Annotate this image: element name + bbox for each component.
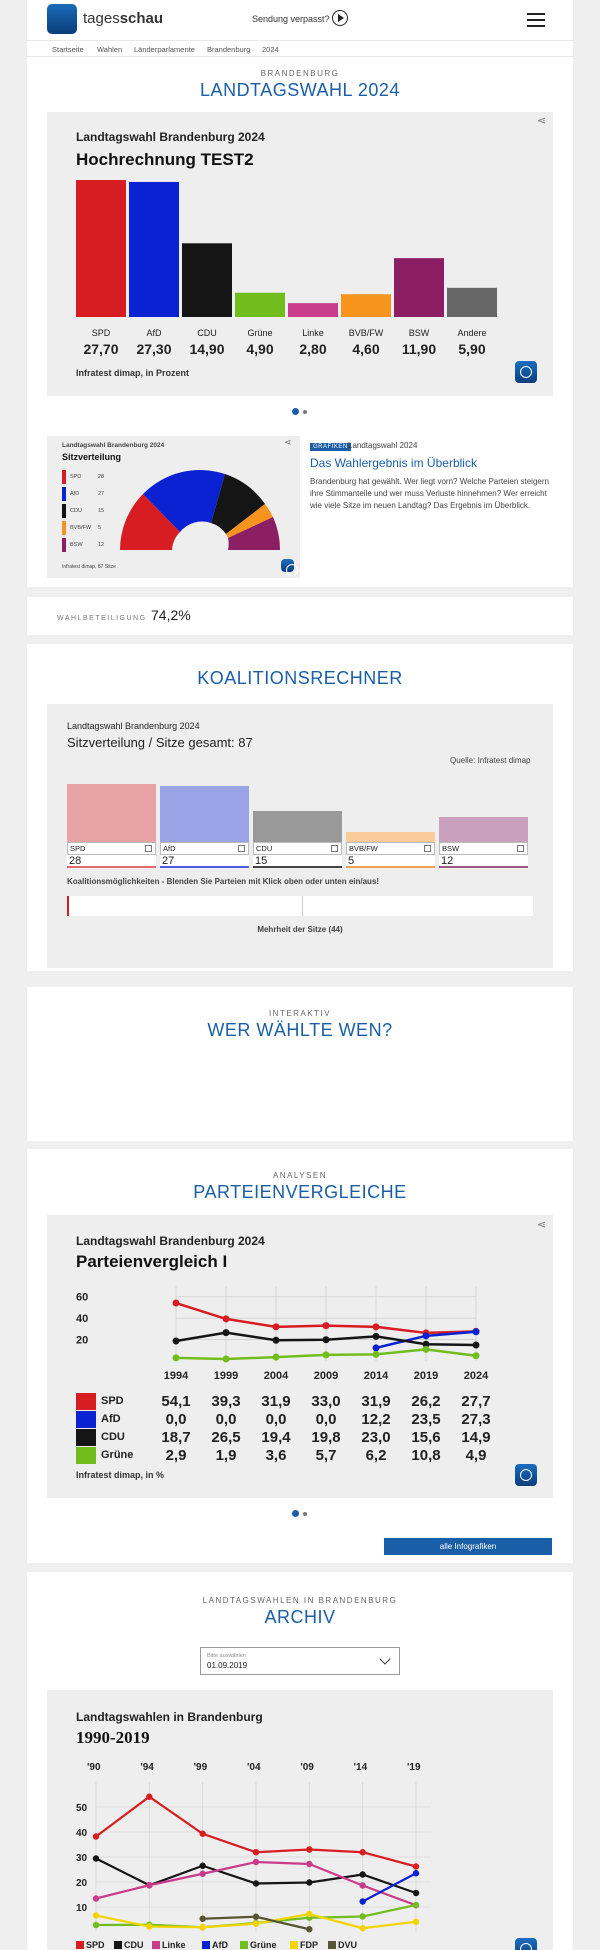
legend-seats: 28	[98, 474, 105, 480]
checkbox-icon[interactable]	[145, 845, 152, 852]
share-icon[interactable]: ⋖	[537, 115, 547, 127]
data-point	[323, 1351, 330, 1358]
mini-source: Infratest dimap, 87 Sitze	[62, 564, 116, 570]
x-tick-label: '14	[353, 1762, 368, 1773]
header	[27, 0, 573, 40]
bar-value: 27,70	[83, 341, 119, 357]
card-subtitle: Hochrechnung TEST2	[76, 150, 254, 169]
data-point	[273, 1337, 280, 1344]
bar-label: AfD	[146, 328, 162, 338]
data-point	[253, 1859, 259, 1865]
bar-BSW	[394, 258, 444, 317]
table-value: 3,6	[265, 1447, 287, 1464]
data-point	[146, 1794, 152, 1800]
coalition-party-toggle[interactable]	[253, 842, 342, 855]
turnout-value: 74,2%	[151, 607, 191, 623]
chart-source: Infratest dimap, in Prozent	[76, 368, 190, 378]
legend-party: BSW	[70, 542, 83, 548]
legend-party: SPD	[70, 474, 82, 480]
coalition-hint: Koalitionsmöglichkeiten - Blenden Sie Parteien mit Klick oben oder unten ein/aus!	[67, 877, 380, 886]
card-subtitle: 1990-2019	[76, 1728, 150, 1747]
play-icon[interactable]	[332, 10, 348, 26]
legend-swatch	[62, 521, 66, 535]
data-point	[306, 1846, 312, 1852]
legend-swatch	[240, 1941, 248, 1949]
table-value: 54,1	[161, 1393, 191, 1410]
bar-label: BVB/FW	[348, 328, 384, 338]
table-value: 5,7	[315, 1447, 337, 1464]
data-point	[473, 1328, 480, 1335]
data-point	[199, 1916, 205, 1922]
x-tick-label: '04	[247, 1762, 261, 1773]
table-value: 27,7	[461, 1393, 491, 1410]
bar-value: 4,90	[246, 341, 274, 357]
y-tick-label: 20	[76, 1334, 89, 1347]
coalition-party-toggle[interactable]	[160, 842, 249, 855]
x-tick-label: '19	[407, 1762, 421, 1773]
coalition-party-label: AfD	[163, 844, 176, 853]
table-value: 27,3	[461, 1411, 491, 1428]
legend-label: Grüne	[250, 1940, 277, 1950]
table-value: 0,0	[315, 1411, 337, 1428]
bar-value: 27,30	[136, 341, 172, 357]
coalition-seat-value: 27	[160, 855, 249, 868]
data-point	[223, 1315, 230, 1322]
series-swatch	[76, 1429, 96, 1446]
data-point	[173, 1337, 180, 1344]
bar-value: 5,90	[458, 341, 486, 357]
data-point	[473, 1352, 480, 1359]
table-value: 0,0	[165, 1411, 187, 1428]
section-title: PARTEIENVERGLEICHE	[193, 1182, 407, 1202]
legend-swatch	[202, 1941, 210, 1949]
card-title: Landtagswahl Brandenburg 2024	[76, 130, 265, 144]
mini-title: Landtagswahl Brandenburg 2024	[62, 442, 165, 449]
data-point	[146, 1923, 152, 1929]
series-swatch	[76, 1447, 96, 1464]
y-tick-label: 60	[76, 1291, 89, 1304]
coalition-seat-value: 28	[67, 855, 156, 868]
breadcrumb-item[interactable]: Startseite	[52, 45, 84, 54]
table-value: 4,9	[465, 1447, 487, 1464]
bar-value: 4,60	[352, 341, 380, 357]
table-value: 19,4	[261, 1429, 291, 1446]
data-point	[306, 1911, 312, 1917]
table-value: 18,7	[161, 1429, 191, 1446]
bar-BVB/FW	[341, 294, 391, 317]
data-point	[373, 1351, 380, 1358]
teaser-tag: GRAFIKEN	[310, 443, 351, 451]
comparison-line-chart	[76, 1286, 516, 1376]
section-title: LANDTAGSWAHL 2024	[200, 80, 400, 100]
legend-label: FDP	[300, 1940, 318, 1950]
data-point	[273, 1323, 280, 1330]
card-title: Landtagswahl Brandenburg 2024	[67, 721, 200, 731]
series-name: SPD	[101, 1395, 124, 1407]
section-kicker: LANDTAGSWAHLEN IN BRANDENBURG	[202, 1596, 398, 1605]
bar-Grüne	[235, 293, 285, 317]
section-title: KOALITIONSRECHNER	[197, 668, 403, 688]
x-tick-label: '90	[87, 1762, 101, 1773]
share-icon[interactable]: ⋖	[537, 1219, 547, 1231]
x-tick-label: '09	[300, 1762, 314, 1773]
card-title: Landtagswahl Brandenburg 2024	[76, 1234, 265, 1248]
data-point	[93, 1895, 99, 1901]
legend-label: AfD	[212, 1940, 228, 1950]
table-value: 0,0	[265, 1411, 287, 1428]
data-point	[423, 1346, 430, 1353]
coalition-source: Quelle: Infratest dimap	[450, 756, 531, 765]
y-tick-label: 50	[76, 1803, 88, 1814]
coalition-party-label: BSW	[442, 844, 460, 853]
legend-swatch	[114, 1941, 122, 1949]
table-value: 26,5	[211, 1429, 241, 1446]
x-tick-label: 1999	[213, 1370, 239, 1382]
section-kicker: INTERAKTIV	[268, 1009, 332, 1018]
date-select[interactable]	[200, 1647, 400, 1675]
section-kicker: ANALYSEN	[272, 1171, 328, 1180]
table-value: 14,9	[461, 1429, 491, 1446]
mini-subtitle: Sitzverteilung	[62, 452, 122, 462]
tagesschau-badge-icon	[281, 559, 294, 572]
bar-Linke	[288, 303, 338, 317]
data-point	[306, 1926, 312, 1932]
series-swatch	[76, 1393, 96, 1410]
data-point	[323, 1322, 330, 1329]
table-value: 23,5	[411, 1411, 441, 1428]
coalition-party-label: SPD	[70, 844, 86, 853]
section-kicker: BRANDENBURG	[260, 69, 340, 78]
data-point	[413, 1902, 419, 1908]
teaser-headline[interactable]: Das Wahlergebnis im Überblick	[310, 456, 477, 470]
table-value: 12,2	[361, 1411, 391, 1428]
data-point	[93, 1922, 99, 1928]
data-point	[413, 1890, 419, 1896]
missed-link[interactable]: Sendung verpasst?	[252, 14, 330, 24]
coalition-bar-AfD	[160, 786, 249, 842]
data-point	[306, 1861, 312, 1867]
table-value: 23,0	[361, 1429, 391, 1446]
data-point	[413, 1863, 419, 1869]
series-swatch	[76, 1411, 96, 1428]
table-value: 0,0	[215, 1411, 237, 1428]
data-point	[253, 1914, 259, 1920]
legend-swatch	[328, 1941, 336, 1949]
table-value: 2,9	[165, 1447, 187, 1464]
coalition-bar-BSW	[439, 817, 528, 842]
data-point	[473, 1342, 480, 1349]
data-point	[373, 1344, 380, 1351]
series-name: AfD	[101, 1413, 121, 1425]
legend-swatch	[152, 1941, 160, 1949]
data-point	[199, 1863, 205, 1869]
majority-label: Mehrheit der Sitze (44)	[257, 925, 343, 934]
data-point	[199, 1831, 205, 1837]
data-point	[423, 1332, 430, 1339]
data-point	[93, 1912, 99, 1918]
coalition-seat-value: 5	[346, 855, 435, 868]
table-value: 31,9	[261, 1393, 291, 1410]
data-point	[173, 1354, 180, 1361]
data-point	[373, 1323, 380, 1330]
chevron-down-icon	[379, 1653, 390, 1664]
section-title: ARCHIV	[264, 1607, 336, 1627]
table-value: 26,2	[411, 1393, 441, 1410]
legend-swatch	[76, 1941, 84, 1949]
table-value: 19,8	[311, 1429, 341, 1446]
data-point	[359, 1898, 365, 1904]
checkbox-icon[interactable]	[517, 845, 524, 852]
bar-SPD	[76, 180, 126, 317]
data-point	[359, 1882, 365, 1888]
table-value: 39,3	[211, 1393, 241, 1410]
data-point	[93, 1833, 99, 1839]
data-point	[253, 1921, 259, 1927]
section-title: WER WÄHLTE WEN?	[207, 1020, 393, 1040]
bar-CDU	[182, 243, 232, 317]
x-tick-label: 2019	[413, 1370, 439, 1382]
data-point	[373, 1333, 380, 1340]
checkbox-icon[interactable]	[238, 845, 245, 852]
y-tick-label: 40	[76, 1313, 89, 1326]
coalition-bar-BVB/FW	[346, 832, 435, 842]
legend-label: Linke	[162, 1940, 186, 1950]
tagesschau-logo-icon[interactable]	[47, 4, 77, 34]
carousel-dot-active[interactable]	[292, 408, 299, 415]
x-tick-label: 2009	[313, 1370, 339, 1382]
legend-swatch	[62, 487, 66, 501]
card-subtitle: Parteienvergleich I	[76, 1252, 228, 1271]
bar-Andere	[447, 288, 497, 317]
bar-label: SPD	[91, 328, 111, 338]
y-tick-label: 30	[76, 1853, 88, 1864]
data-point	[359, 1871, 365, 1877]
bar-value: 14,90	[189, 341, 225, 357]
coalition-party-label: CDU	[256, 844, 273, 853]
chart-source: Infratest dimap, in %	[76, 1470, 165, 1480]
legend-party: CDU	[70, 508, 82, 514]
coalition-party-label: BVB/FW	[349, 844, 378, 853]
carousel-dot[interactable]	[303, 1512, 307, 1516]
table-value: 1,9	[215, 1447, 237, 1464]
coalition-result-bar[interactable]	[67, 896, 533, 916]
legend-label: CDU	[124, 1940, 144, 1950]
coalition-party-toggle[interactable]	[439, 842, 528, 855]
data-point	[413, 1870, 419, 1876]
legend-party: BVB/FW	[70, 525, 92, 531]
coalition-seat-value: 15	[253, 855, 342, 868]
legend-swatch	[290, 1941, 298, 1949]
tagesschau-badge-icon	[515, 1938, 537, 1950]
breadcrumb-item[interactable]: Wahlen	[97, 45, 123, 54]
x-tick-label: 2004	[263, 1370, 289, 1382]
breadcrumb-item[interactable]: 2024	[262, 45, 279, 54]
data-point	[273, 1354, 280, 1361]
brand-name[interactable]: tagesschau	[83, 10, 164, 27]
data-point	[199, 1871, 205, 1877]
bar-label: Andere	[457, 328, 487, 338]
card-subtitle: Sitzverteilung / Sitze gesamt: 87	[67, 735, 253, 750]
checkbox-icon[interactable]	[331, 845, 338, 852]
all-infographics-button[interactable]: alle Infografiken	[384, 1538, 552, 1555]
data-point	[173, 1300, 180, 1307]
coalition-seat-value: 12	[439, 855, 528, 868]
series-name: CDU	[101, 1431, 125, 1443]
bar-label: Grüne	[247, 328, 273, 338]
bar-AfD	[129, 182, 179, 317]
x-tick-label: 2024	[463, 1370, 489, 1382]
data-point	[306, 1879, 312, 1885]
bar-value: 2,80	[299, 341, 327, 357]
table-value: 33,0	[311, 1393, 341, 1410]
legend-seats: 27	[98, 491, 105, 497]
tagesschau-badge-icon	[515, 1464, 537, 1486]
data-point	[223, 1355, 230, 1362]
legend-swatch	[62, 470, 66, 484]
data-point	[323, 1336, 330, 1343]
legend-label: SPD	[86, 1940, 105, 1950]
select-value: 01.09.2019	[207, 1661, 248, 1670]
coalition-party-toggle[interactable]	[346, 842, 435, 855]
data-point	[359, 1849, 365, 1855]
coalition-party-toggle[interactable]	[67, 842, 156, 855]
data-point	[359, 1925, 365, 1931]
breadcrumb-item[interactable]: Brandenburg	[207, 45, 251, 54]
coalition-bar-CDU	[253, 811, 342, 842]
data-point	[199, 1924, 205, 1930]
turnout-label: WAHLBETEILIGUNG	[57, 615, 147, 622]
data-point	[223, 1329, 230, 1336]
legend-seats: 12	[98, 542, 105, 548]
archive-line-chart	[76, 1762, 446, 1932]
teaser-text: Brandenburg hat gewählt. Wer liegt vorn? Welche Parteien steigern ihre Stimmanteile und wer muss Verluste hinnehmen? Wer erreicht wie viele Sitze im neuen Landtag? Das Ergebnis im Überblick.	[310, 477, 549, 510]
tagesschau-badge-icon	[515, 361, 537, 383]
checkbox-icon[interactable]	[424, 845, 431, 852]
data-point	[253, 1849, 259, 1855]
legend-seats: 5	[98, 525, 102, 531]
legend-label: DVU	[338, 1940, 358, 1950]
bar-value: 11,90	[401, 341, 437, 357]
y-tick-label: 20	[76, 1878, 88, 1889]
bar-label: Linke	[302, 328, 324, 338]
data-point	[253, 1880, 259, 1886]
x-tick-label: '94	[140, 1762, 154, 1773]
y-tick-label: 40	[76, 1828, 88, 1839]
bar-label: CDU	[197, 328, 217, 338]
card-title: Landtagswahlen in Brandenburg	[76, 1710, 263, 1724]
teaser-topline: Landtagswahl 2024	[348, 441, 418, 450]
seat-half-donut	[120, 470, 280, 550]
legend-party: AfD	[70, 491, 80, 497]
breadcrumb-item[interactable]: Länderparlamente	[134, 45, 195, 54]
carousel-dot[interactable]	[303, 410, 307, 414]
data-point	[359, 1913, 365, 1919]
table-value: 10,8	[411, 1447, 441, 1464]
x-tick-label: '99	[193, 1762, 208, 1773]
x-tick-label: 2014	[363, 1370, 389, 1382]
data-point	[93, 1855, 99, 1861]
hamburger-menu-icon[interactable]	[527, 13, 545, 31]
coalition-bar-SPD	[67, 784, 156, 842]
share-icon[interactable]: ⋖	[284, 437, 292, 447]
legend-swatch	[62, 538, 66, 552]
y-tick-label: 10	[76, 1903, 88, 1914]
select-label: Bitte auswählen	[207, 1653, 246, 1659]
bar-label: BSW	[408, 328, 430, 338]
data-point	[413, 1919, 419, 1925]
table-value: 6,2	[365, 1447, 387, 1464]
series-name: Grüne	[101, 1449, 134, 1461]
carousel-dot-active[interactable]	[292, 1510, 299, 1517]
legend-seats: 15	[98, 508, 105, 514]
table-value: 15,6	[411, 1429, 441, 1446]
breadcrumb	[27, 40, 573, 57]
legend-swatch	[62, 504, 66, 518]
x-tick-label: 1994	[163, 1370, 189, 1382]
data-point	[146, 1882, 152, 1888]
table-value: 31,9	[361, 1393, 391, 1410]
